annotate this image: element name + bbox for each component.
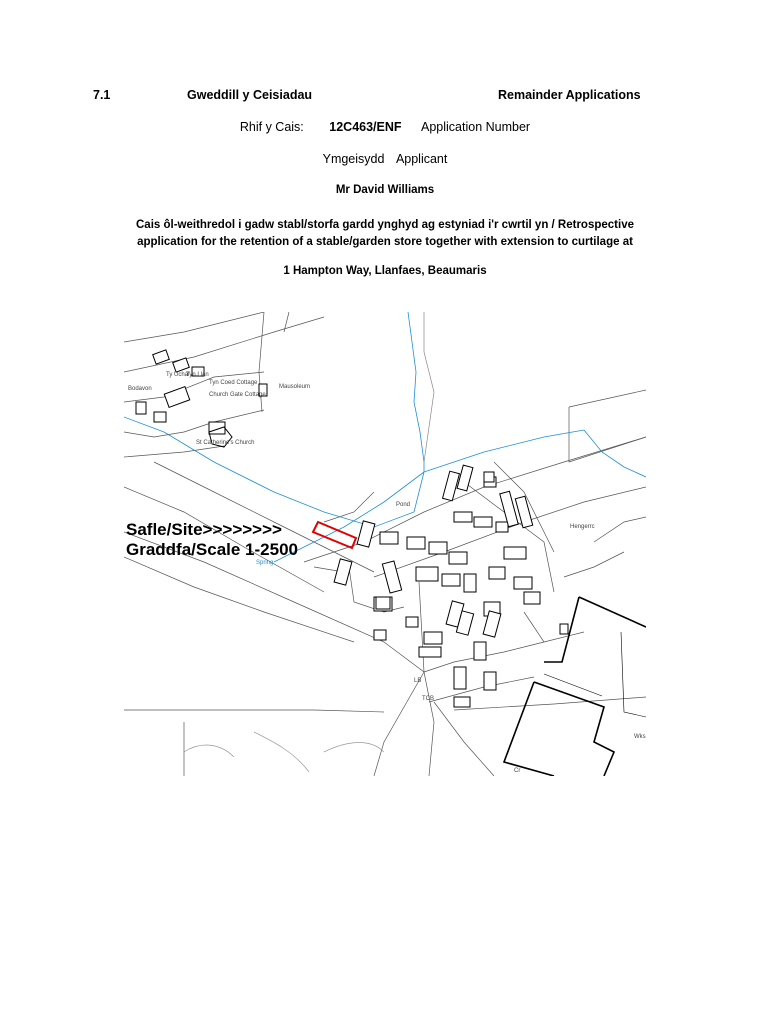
- map-label-hengerrc: Hengerrc: [570, 524, 595, 530]
- section-number: 7.1: [93, 88, 111, 102]
- map-label-cr: Cr: [514, 768, 521, 774]
- scale-label: Graddfa/Scale 1-2500: [126, 540, 298, 559]
- application-number-label-welsh: Rhif y Cais:: [239, 120, 304, 134]
- application-description: [0, 217, 770, 251]
- description-line-1: Cais ôl-weithredol i gadw stabl/storfa gardd ynghyd ag estyniad i'r cwrtil yn / Retrospective: [136, 219, 634, 231]
- application-number: 12C463/ENF: [329, 120, 402, 134]
- map-label-pond: Pond: [396, 502, 411, 508]
- applicant-label-row: [0, 152, 770, 166]
- applicant-label-welsh: Ymgeisydd: [322, 152, 385, 166]
- application-number-row: [0, 120, 770, 134]
- map-label-tcb: TCB: [422, 696, 434, 702]
- map-label-mausoleum: Mausoleum: [279, 384, 311, 390]
- application-number-label-english: Application Number: [421, 120, 531, 134]
- map-label-bodavon: Bodavon: [128, 386, 152, 392]
- map-label-tyn-coed-cottage: Tyn Coed Cottage: [209, 380, 258, 386]
- site-location-map: [124, 312, 646, 776]
- applicant-name: Mr David Williams: [335, 184, 435, 196]
- site-address: 1 Hampton Way, Llanfaes, Beaumaris: [283, 265, 487, 277]
- map-label-wks: Wks: [634, 734, 646, 740]
- description-line-2: application for the retention of a stable/garden store together with extension to curtilage at: [137, 236, 633, 248]
- section-title-english: Remainder Applications: [498, 88, 641, 102]
- site-label: Safle/Site>>>>>>>>: [126, 520, 282, 539]
- map-label-spring: Spring: [256, 560, 274, 566]
- map-label-lb: LB: [414, 678, 422, 684]
- map-label-ty-uchaf: Ty Uchaf: [166, 372, 190, 378]
- map-label-tyn-llan: Tyn Llan: [186, 372, 209, 378]
- section-title-welsh: Gweddill y Ceisiadau: [187, 88, 313, 102]
- map-label-st-catherines-church: St Catherine's Church: [196, 440, 255, 446]
- map-label-church-gate-cottage: Church Gate Cottage: [209, 392, 266, 398]
- applicant-label-english: Applicant: [395, 152, 448, 166]
